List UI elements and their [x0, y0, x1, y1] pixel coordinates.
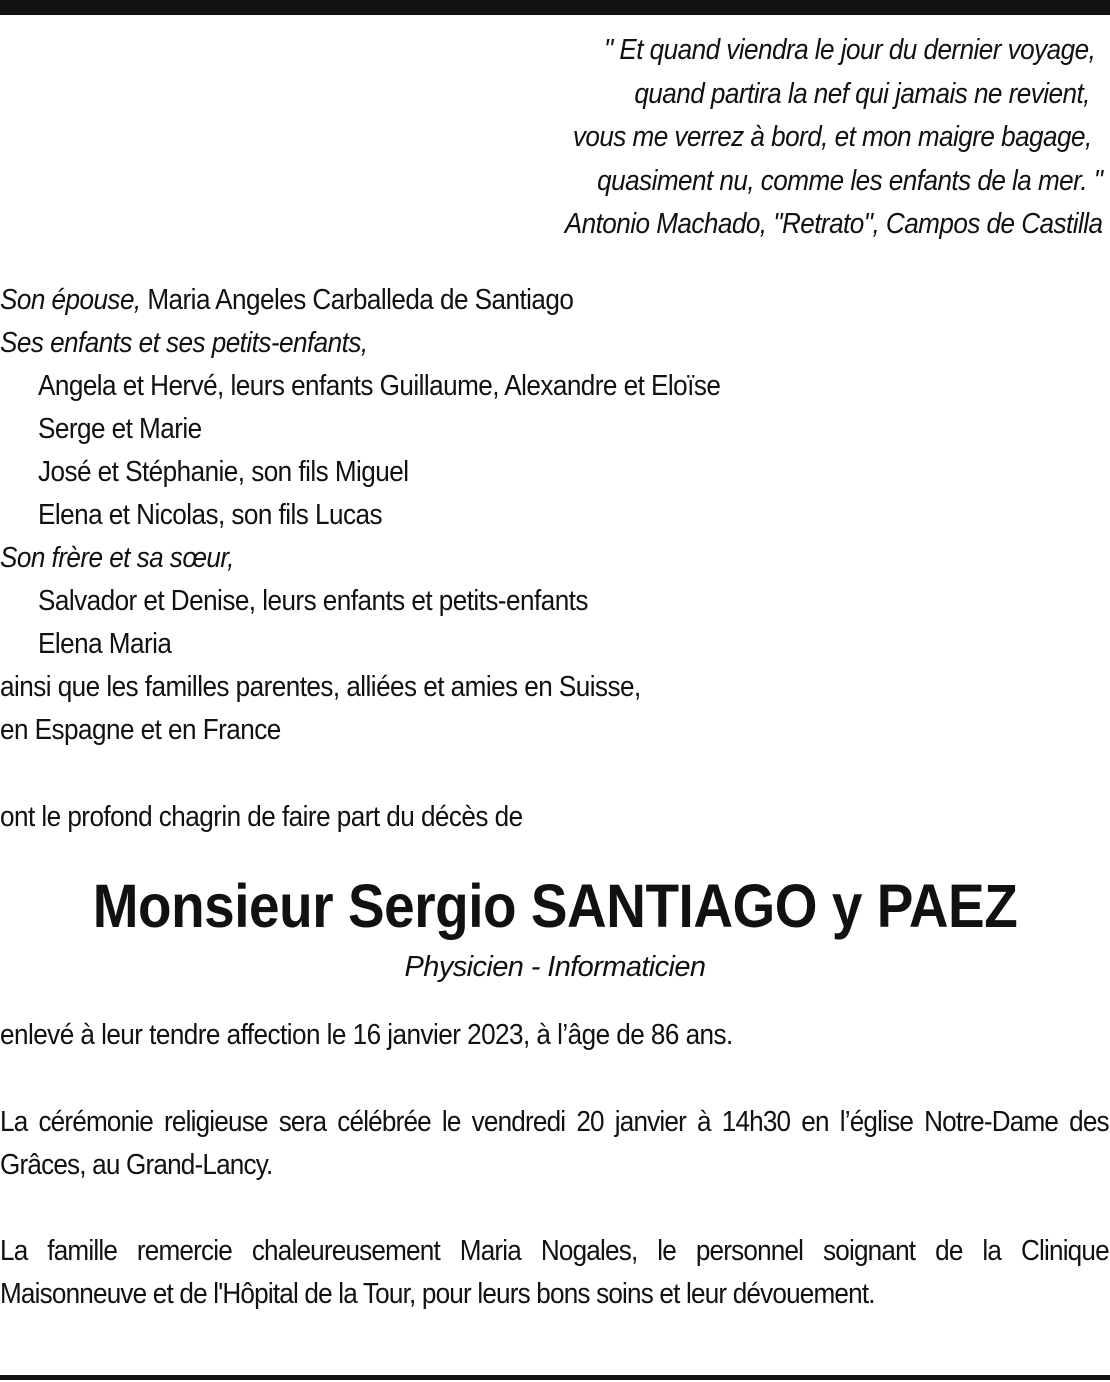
announcement-text: ont le profond chagrin de faire part du décès de: [0, 801, 523, 833]
spouse-line: [0, 279, 573, 322]
poem-line: " Et quand viendra le jour du dernier voyage,: [603, 34, 1095, 66]
thanks-paragraph: La famille remercie chaleureusement Maria Nogales, le personnel soignant de la Clinique Maisonneuve et de l'Hôpital de la Tour, pour leurs bons soins et leur dévouement.: [0, 1235, 1109, 1310]
bottom-border-rule: [0, 1375, 1110, 1380]
sibling-line: Elena Maria: [38, 628, 172, 660]
child-family-line: José et Stéphanie, son fils Miguel: [38, 456, 409, 488]
relatives-line: ainsi que les familles parentes, alliées et amies en Suisse,: [0, 671, 641, 703]
sibling-line: Salvador et Denise, leurs enfants et petits-enfants: [38, 585, 588, 617]
ceremony-paragraph: La cérémonie religieuse sera célébrée le vendredi 20 janvier à 14h30 en l’église Notre-Dame des Grâces, au Grand-Lancy.: [0, 1106, 1109, 1181]
spouse-label: Son épouse,: [0, 284, 141, 316]
deceased-name: Monsieur Sergio SANTIAGO y PAEZ: [92, 872, 1018, 940]
poem-attribution: Antonio Machado, "Retrato", Campos de Castilla: [564, 208, 1102, 240]
child-family-line: Angela et Hervé, leurs enfants Guillaume, Alexandre et Eloïse: [38, 370, 721, 402]
relatives-line: en Espagne et en France: [0, 714, 281, 746]
spouse-name: Maria Angeles Carballeda de Santiago: [140, 284, 574, 316]
top-border-rule: [0, 0, 1110, 15]
poem-line: quasiment nu, comme les enfants de la mer. ": [596, 164, 1102, 197]
siblings-label: Son frère et sa sœur,: [0, 542, 234, 574]
child-family-line: Elena et Nicolas, son fils Lucas: [38, 499, 382, 531]
child-family-line: Serge et Marie: [38, 413, 202, 445]
poem-line: quand partira la nef qui jamais ne revient,: [633, 77, 1090, 110]
children-label: Ses enfants et ses petits-enfants,: [0, 327, 368, 359]
epigraph-poem: [505, 29, 1102, 247]
poem-line: vous me verrez à bord, et mon maigre bagage,: [572, 121, 1092, 153]
deceased-profession: Physicien - Informaticien: [404, 951, 706, 983]
death-date-line: enlevé à leur tendre affection le 16 janvier 2023, à l’âge de 86 ans.: [0, 1019, 733, 1051]
